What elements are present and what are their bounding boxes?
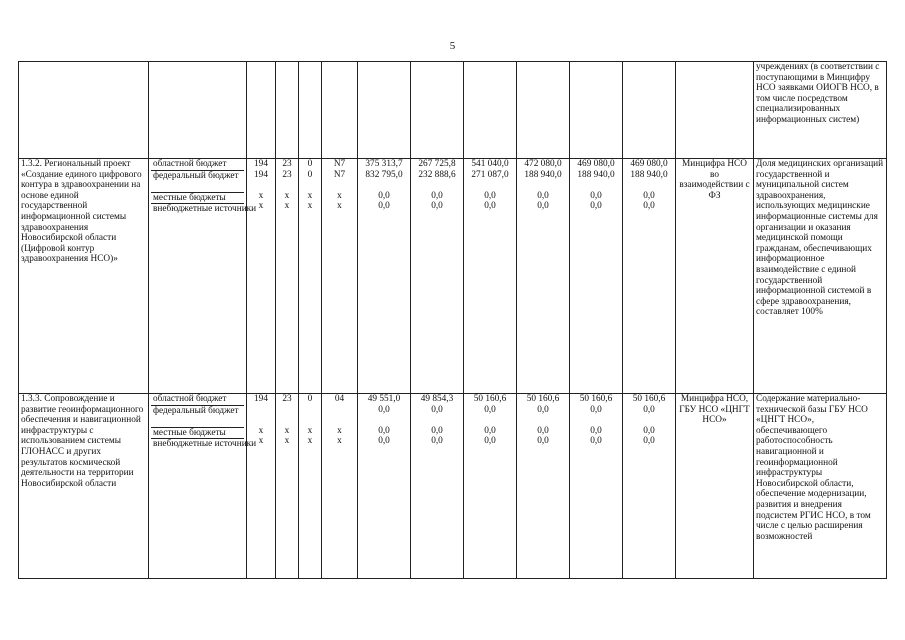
value-cell [517, 394, 570, 579]
budget-table [18, 61, 887, 579]
value-cell [411, 394, 464, 579]
amount-value: 0,0 [590, 404, 602, 415]
amount-value: 0,0 [431, 436, 443, 447]
executor-cell: Минцифра НСО во взаимодействии с ФЗ [676, 159, 754, 394]
amount-value: 0,0 [643, 201, 655, 212]
funding-source-label: внебюджетные источники [153, 204, 257, 215]
code-value: х [258, 436, 264, 447]
funding-source-cell [149, 394, 257, 579]
code-value: х [258, 201, 264, 212]
code-value: х [337, 425, 342, 436]
value-cell [464, 394, 517, 579]
result-cell: Доля медицинских организаций государственной и муниципальной систем здравоохранения, использующих медицинские информационные системы для организации и оказания медицинской помощи гражданам, обеспечивающих информационное взаимодействие с единой государственной информационной системой в сфере здравоохранения, составляет 100% [754, 159, 887, 394]
amount-value: 0,0 [537, 201, 549, 212]
code-value: 23 [282, 169, 292, 180]
code-value: 23 [282, 394, 292, 404]
amount-value: 0,0 [590, 190, 602, 201]
amount-value: 0,0 [378, 190, 390, 201]
code-cell [276, 159, 299, 394]
amount-value: 0,0 [484, 404, 496, 415]
amount-value: 0,0 [537, 404, 549, 415]
amount-value: 0,0 [643, 425, 655, 436]
amount-value: 0,0 [431, 190, 443, 201]
funding-source-cell [149, 159, 257, 394]
amount-value: 267 725,8 [418, 159, 456, 169]
amount-value: 0,0 [590, 425, 602, 436]
amount-value: 0,0 [431, 201, 443, 212]
amount-value: 0,0 [484, 190, 496, 201]
code-value [249, 405, 273, 426]
code-value: 0 [307, 169, 313, 180]
amount-value: 0,0 [378, 436, 390, 447]
code-value: х [337, 436, 342, 447]
event-name-cell: 1.3.3. Сопровождение и развитие геоинформационного обеспечения и навигационной инфраструктуры с использованием системы ГЛОНАСС и других результатов космической деятельности на территории Новосибирской области [19, 394, 149, 579]
amount-value: 49 551,0 [367, 394, 401, 404]
amount-value: 188 940,0 [577, 169, 615, 180]
executor-cell: Минцифра НСО, ГБУ НСО «ЦНГТ НСО» [676, 394, 754, 579]
amount-value: 49 854,3 [420, 394, 454, 404]
value-cell [411, 159, 464, 394]
amount-value: 469 080,0 [630, 159, 668, 169]
code-value: х [307, 190, 313, 201]
code-value: N7 [333, 159, 346, 169]
amount-value: 0,0 [590, 436, 602, 447]
amount-value: 0,0 [537, 190, 549, 201]
amount-value: 0,0 [537, 436, 549, 447]
code-cell [276, 394, 299, 579]
code-value: х [284, 436, 290, 447]
code-cell [247, 159, 276, 394]
funding-source-label: областной бюджет [151, 159, 244, 171]
funding-source-label: местные бюджеты [151, 428, 244, 440]
code-value: х [258, 190, 264, 201]
value-cell [623, 394, 676, 579]
amount-value: 0,0 [431, 404, 443, 415]
amount-value: 50 160,6 [579, 394, 613, 404]
code-cell [299, 159, 322, 394]
code-value: 194 [254, 394, 268, 404]
funding-source-label: областной бюджет [151, 394, 244, 406]
value-cell [464, 159, 517, 394]
amount-value: 832 795,0 [365, 169, 403, 180]
amount-value: 188 940,0 [524, 169, 562, 180]
amount-value: 541 040,0 [471, 159, 509, 169]
code-value: х [284, 201, 290, 212]
table-row-section [19, 159, 887, 394]
amount-value: 0,0 [378, 425, 390, 436]
value-cell [358, 394, 411, 579]
code-value: х [337, 190, 342, 201]
code-value: х [307, 425, 313, 436]
table-row-section [19, 394, 887, 579]
code-value [301, 405, 319, 426]
funding-source-label: местные бюджеты [151, 193, 244, 205]
code-value: 23 [282, 159, 292, 169]
value-cell [358, 159, 411, 394]
amount-value: 232 888,6 [418, 169, 456, 180]
value-cell [570, 394, 623, 579]
code-value: 0 [307, 159, 313, 169]
code-value: N7 [333, 169, 346, 180]
code-value: 04 [334, 394, 345, 404]
amount-value: 0,0 [431, 425, 443, 436]
amount-value: 50 160,6 [473, 394, 507, 404]
code-value: х [284, 190, 290, 201]
value-cell [570, 159, 623, 394]
amount-value: 0,0 [484, 425, 496, 436]
amount-value: 0,0 [643, 404, 655, 415]
code-value: х [307, 201, 313, 212]
code-value: х [307, 436, 313, 447]
funding-source-label: федеральный бюджет [151, 406, 244, 428]
amount-value: 0,0 [484, 201, 496, 212]
amount-value: 271 087,0 [471, 169, 509, 180]
code-value: х [337, 201, 342, 212]
amount-value: 50 160,6 [632, 394, 666, 404]
code-value: 0 [307, 394, 313, 404]
amount-value: 0,0 [378, 201, 390, 212]
funding-source-label: федеральный бюджет [151, 171, 244, 193]
page-number: 5 [449, 40, 456, 52]
amount-value: 472 080,0 [524, 159, 562, 169]
code-value [278, 405, 296, 426]
code-value: 194 [254, 169, 268, 180]
result-cell: учреждениях (в соответствии с поступающими в Минцифру НСО заявками ОИОГВ НСО, в том числе посредством специализированных информационных систем) [754, 62, 887, 159]
code-value [324, 405, 355, 426]
value-cell [623, 159, 676, 394]
amount-value: 0,0 [378, 404, 390, 415]
funding-source-label: внебюджетные источники [153, 439, 257, 450]
amount-value: 188 940,0 [630, 169, 668, 180]
code-cell [322, 394, 358, 579]
result-cell: Содержание материально-технической базы ГБУ НСО «ЦНГТ НСО», обеспечивающего работоспособность навигационной и геоинформационной инфраструктуры Новосибирской области, обеспечение модернизации, развития и внедрения подсистем РГИС НСО, в том числе с целью расширения возможностей [754, 394, 887, 579]
code-value: х [258, 425, 264, 436]
code-value: х [284, 425, 290, 436]
code-cell [299, 394, 322, 579]
amount-value: 469 080,0 [577, 159, 615, 169]
amount-value: 375 313,7 [365, 159, 403, 169]
amount-value: 0,0 [484, 436, 496, 447]
value-cell [517, 159, 570, 394]
amount-value: 0,0 [643, 190, 655, 201]
amount-value: 50 160,6 [526, 394, 560, 404]
code-cell [247, 394, 276, 579]
table-row-continuation [19, 62, 887, 159]
amount-value: 0,0 [643, 436, 655, 447]
code-value: 194 [254, 159, 268, 169]
amount-value: 0,0 [537, 425, 549, 436]
event-name-cell: 1.3.2. Региональный проект «Создание единого цифрового контура в здравоохранении на основе единой государственной информационной системы здравоохранения Новосибирской области (Цифровой контур здравоохранения НСО)» [19, 159, 149, 394]
code-cell [322, 159, 358, 394]
amount-value: 0,0 [590, 201, 602, 212]
